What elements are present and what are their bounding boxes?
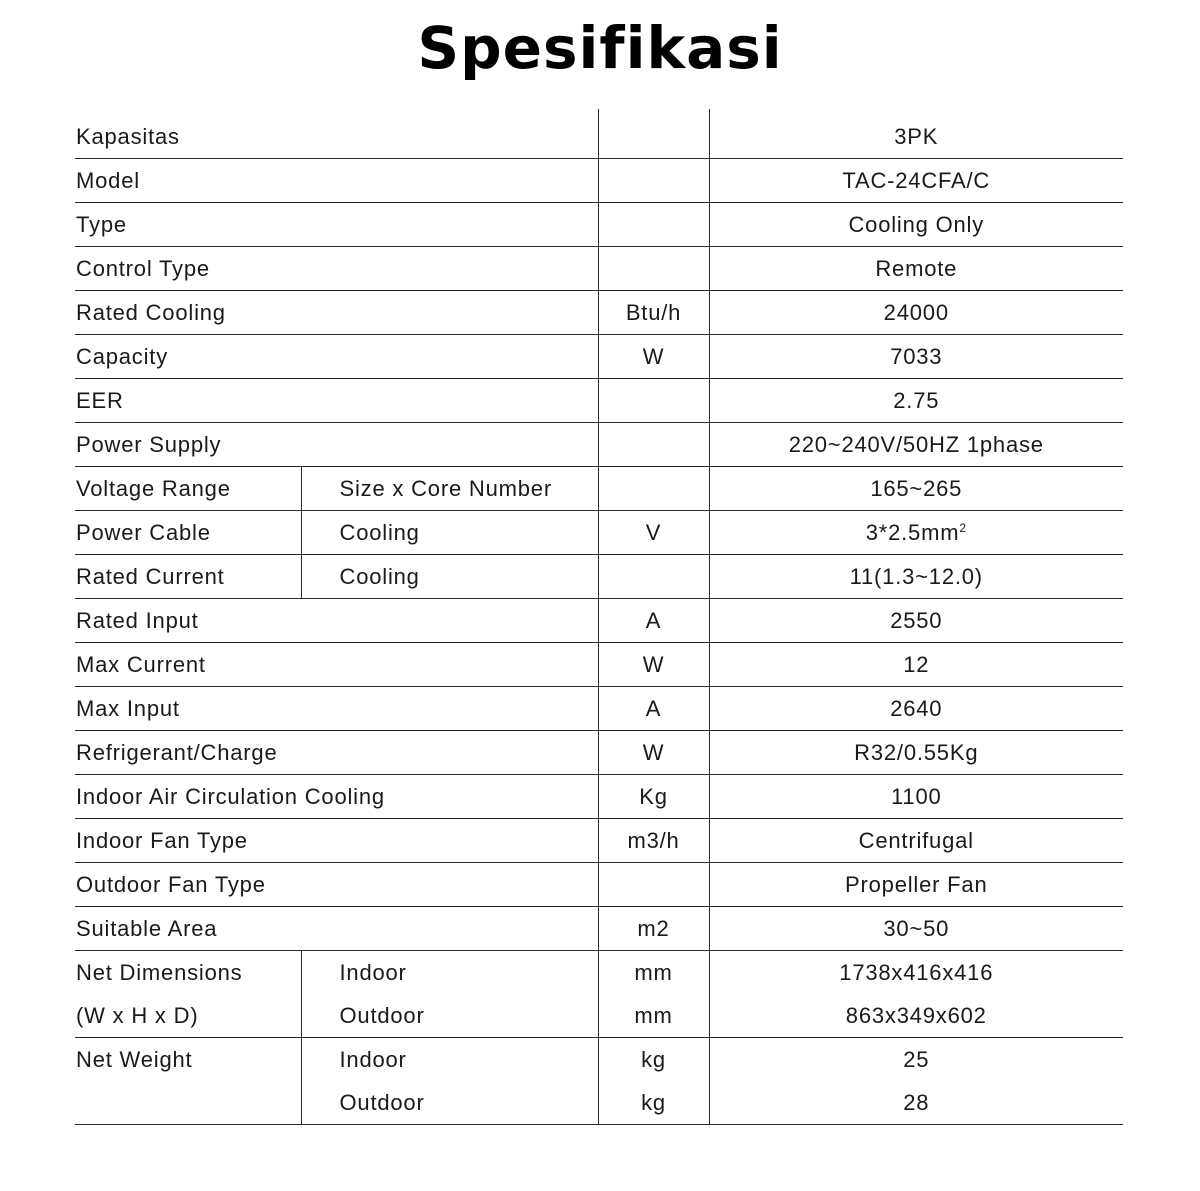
spec-label: Net Weight [76, 1046, 193, 1072]
spec-sublabel: Outdoor [301, 1081, 598, 1125]
spec-label-empty [75, 1081, 301, 1125]
spec-label: Voltage Range [76, 475, 231, 501]
spec-label: Max Current [76, 651, 206, 677]
spec-label: Rated Cooling [76, 299, 226, 325]
spec-row-capacity [75, 335, 1123, 379]
spec-row-net-weight-indoor [75, 1038, 1123, 1082]
spec-row-outdoor-fan-type [75, 863, 1123, 907]
spec-value: 3*2.5mm [865, 519, 960, 545]
spec-unit: W [598, 335, 709, 379]
spec-unit [598, 555, 709, 599]
spec-label: EER [76, 387, 124, 413]
spec-value: Centrifugal [709, 819, 1123, 863]
page-title: Spesifikasi [417, 14, 783, 82]
spec-unit: A [598, 687, 709, 731]
spec-label: Net Dimensions [76, 959, 243, 985]
spec-value: 2550 [709, 599, 1123, 643]
spec-row-kapasitas [75, 109, 1123, 159]
spec-label: Rated Input [76, 607, 199, 633]
spec-sublabel: Cooling [301, 511, 598, 555]
spec-sublabel: Indoor [301, 951, 598, 995]
spec-row-voltage-range [75, 467, 1123, 511]
spec-row-rated-cooling [75, 291, 1123, 335]
spec-row-rated-input [75, 599, 1123, 643]
spec-sublabel: Cooling [301, 555, 598, 599]
spec-value: Remote [709, 247, 1123, 291]
spec-label: Power Cable [76, 519, 211, 545]
spec-row-indoor-fan-type [75, 819, 1123, 863]
spec-unit [598, 203, 709, 247]
spec-label: Power Supply [76, 431, 222, 457]
spec-unit [598, 863, 709, 907]
spec-sublabel: Indoor [301, 1038, 598, 1082]
spec-row-power-supply [75, 423, 1123, 467]
spec-label: Outdoor Fan Type [76, 871, 266, 897]
spec-row-model [75, 159, 1123, 203]
spec-label: Control Type [76, 255, 210, 281]
spec-label: Rated Current [76, 563, 225, 589]
spec-label: Max Input [76, 695, 180, 721]
spec-unit: kg [598, 1038, 709, 1082]
spec-value: 863x349x602 [709, 994, 1123, 1038]
spec-sublabel: Size x Core Number [301, 467, 598, 511]
spec-row-rated-current [75, 555, 1123, 599]
spec-unit: m3/h [598, 819, 709, 863]
spec-label: (W x H x D) [76, 1002, 199, 1028]
spec-row-type [75, 203, 1123, 247]
spec-row-control-type [75, 247, 1123, 291]
spec-unit: m2 [598, 907, 709, 951]
spec-value: R32/0.55Kg [709, 731, 1123, 775]
spec-row-eer [75, 379, 1123, 423]
spec-value: 30~50 [709, 907, 1123, 951]
spec-value: 25 [709, 1038, 1123, 1082]
spec-unit [598, 379, 709, 423]
spec-unit: mm [598, 994, 709, 1038]
spec-value: 2.75 [709, 379, 1123, 423]
spec-value-cell [709, 511, 1123, 555]
spec-unit: A [598, 599, 709, 643]
spec-row-net-dimensions-outdoor [75, 994, 1123, 1038]
spec-row-power-cable [75, 511, 1123, 555]
spec-unit: Kg [598, 775, 709, 819]
spec-label: Refrigerant/Charge [76, 739, 278, 765]
spec-value: 12 [709, 643, 1123, 687]
spec-label: Indoor Air Circulation Cooling [76, 783, 385, 809]
spec-value: 7033 [709, 335, 1123, 379]
spec-unit: kg [598, 1081, 709, 1125]
spec-value: 220~240V/50HZ 1phase [709, 423, 1123, 467]
spec-label: Indoor Fan Type [76, 827, 248, 853]
spec-value-superscript: 2 [959, 520, 967, 535]
spec-unit: V [598, 511, 709, 555]
spec-value: 1738x416x416 [709, 951, 1123, 995]
spec-sublabel: Outdoor [301, 994, 598, 1038]
spec-unit [598, 159, 709, 203]
spec-label: Kapasitas [76, 123, 180, 149]
spec-row-net-weight-outdoor [75, 1081, 1123, 1125]
spec-value: 1100 [709, 775, 1123, 819]
spec-unit [598, 467, 709, 511]
spec-label: Type [76, 211, 127, 237]
spec-value: 28 [709, 1081, 1123, 1125]
spec-value: 11(1.3~12.0) [709, 555, 1123, 599]
spec-unit: Btu/h [598, 291, 709, 335]
spec-unit: W [598, 643, 709, 687]
spec-value: 24000 [709, 291, 1123, 335]
spec-unit [598, 247, 709, 291]
spec-value: TAC-24CFA/C [709, 159, 1123, 203]
spec-unit: mm [598, 951, 709, 995]
spec-unit: W [598, 731, 709, 775]
spec-row-indoor-air-circulation [75, 775, 1123, 819]
spec-unit [598, 423, 709, 467]
spec-table [75, 109, 1123, 1125]
spec-value: Cooling Only [709, 203, 1123, 247]
spec-row-max-current [75, 643, 1123, 687]
spec-row-suitable-area [75, 907, 1123, 951]
spec-row-refrigerant [75, 731, 1123, 775]
spec-row-max-input [75, 687, 1123, 731]
spec-value: 3PK [709, 109, 1123, 159]
spec-value: 2640 [709, 687, 1123, 731]
spec-row-net-dimensions-indoor [75, 951, 1123, 995]
spec-label: Suitable Area [76, 915, 218, 941]
spec-value: Propeller Fan [709, 863, 1123, 907]
spec-label: Capacity [76, 343, 168, 369]
spec-unit [598, 109, 709, 159]
spec-label: Model [76, 167, 140, 193]
spec-value: 165~265 [709, 467, 1123, 511]
